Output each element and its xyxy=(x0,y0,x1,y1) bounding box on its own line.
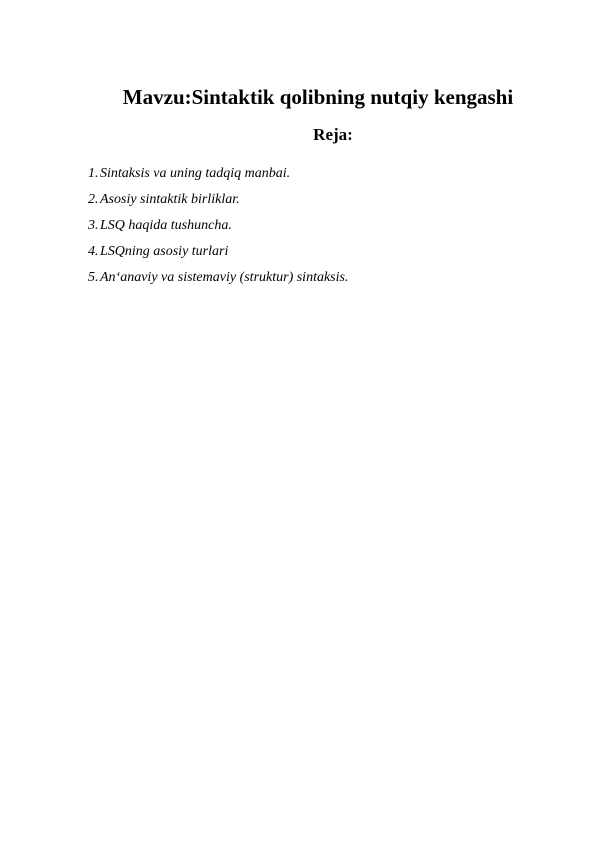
list-item-number: 5. xyxy=(88,270,99,285)
list-item xyxy=(88,218,348,234)
plan-heading: Reja: xyxy=(313,125,353,144)
list-item-text: Sintaksis va uning tadqiq manbai. xyxy=(100,166,291,181)
list-item-text: Asosiy sintaktik birliklar. xyxy=(100,192,240,207)
list-item-text: LSQ haqida tushuncha. xyxy=(100,218,232,233)
list-item-text: LSQning asosiy turlari xyxy=(100,244,229,259)
list-item-number: 2. xyxy=(88,192,99,207)
list-item xyxy=(88,192,348,208)
list-item-number: 1. xyxy=(88,166,99,181)
list-item xyxy=(88,270,348,286)
list-item-text: An‘anaviy va sistemaviy (struktur) sintaksis. xyxy=(100,270,349,285)
page-title: Mavzu:Sintaktik qolibning nutqiy kengashi xyxy=(122,85,514,109)
list-item-number: 3. xyxy=(88,218,99,233)
list-item-number: 4. xyxy=(88,244,99,259)
list-item xyxy=(88,244,348,260)
plan-list xyxy=(88,166,348,296)
list-item xyxy=(88,166,348,182)
